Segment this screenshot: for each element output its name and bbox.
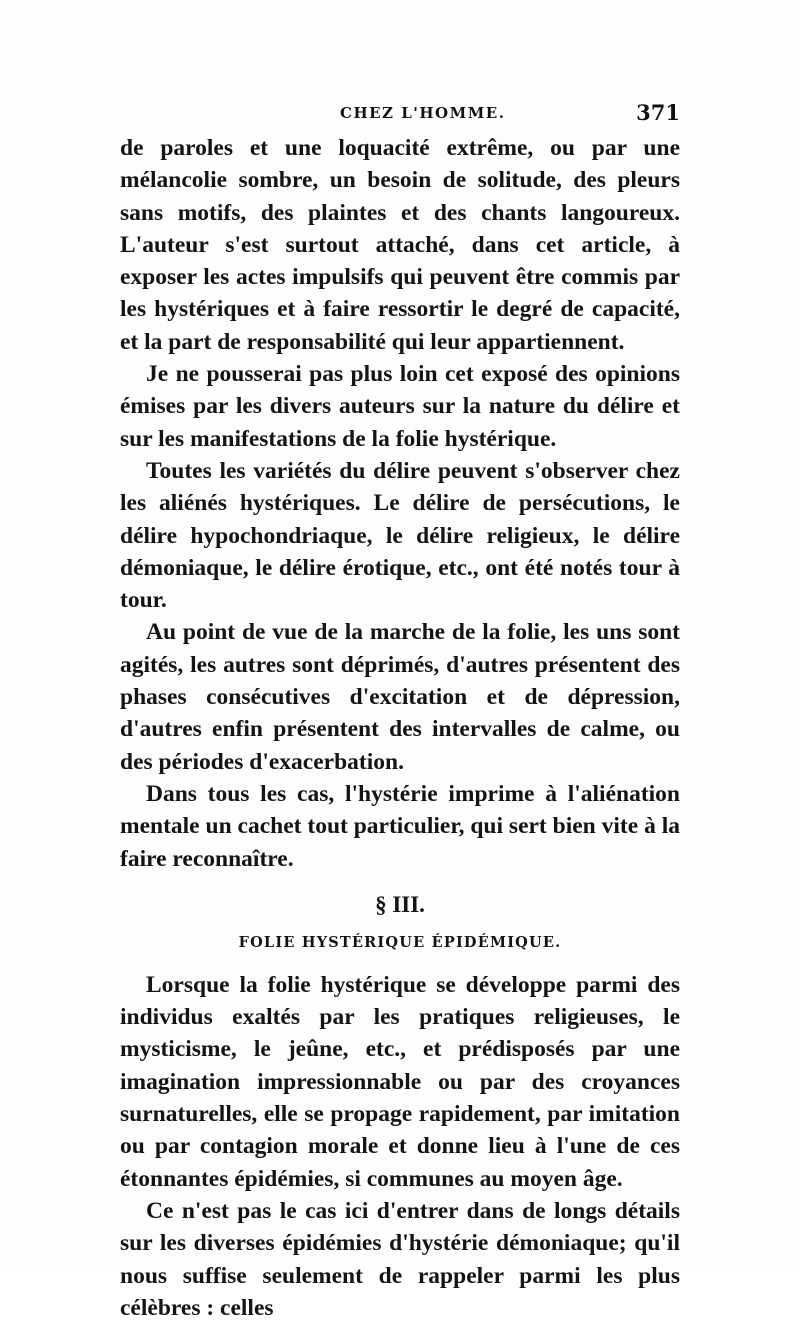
paragraph-1: de paroles et une loquacité extrême, ou par une mélancolie sombre, un besoin de solitude, des pleurs sans motifs, des plaintes et des chants langoureux. L'auteur s'est surtout attaché, dans cet article, à exposer les actes impulsifs qui peuvent être commis par les hystériques et à faire ressortir le degré de capacité, et la part de responsabilité qui leur appartiennent. — [120, 135, 680, 355]
paragraph-7: Ce n'est pas le cas ici d'entrer dans de longs détails sur les diverses épidémies d'hystérie démoniaque; qu'il nous suffise seulement de rappeler parmi les plus célèbres : celles — [120, 1197, 680, 1321]
paragraph-2: Je ne pousserai pas plus loin cet exposé des opinions émises par les divers auteurs sur la nature du délire et sur les manifestations de la folie hystérique. — [120, 361, 680, 452]
paragraph-5: Dans tous les cas, l'hystérie imprime à l'aliénation mentale un cachet tout particulier, qui sert bien vite à la faire reconnaître. — [120, 780, 680, 872]
body-text — [120, 132, 680, 1324]
page-number: 371 — [636, 100, 680, 125]
section-title: FOLIE HYSTÉRIQUE ÉPIDÉMIQUE. — [238, 933, 562, 951]
paragraph-3: Toutes les variétés du délire peuvent s'observer chez les aliénés hystériques. Le délire de persécutions, le délire hypochondriaque, le délire religieux, le délire démoniaque, le délire érotique, etc., ont été notés tour à tour. — [120, 457, 680, 614]
running-title: CHEZ L'HOMME. — [340, 104, 506, 122]
paragraph-4: Au point de vue de la marche de la folie, les uns sont agités, les autres sont déprimés, d'autres présentent des phases consécutives d'excitation et de dépression, d'autres enfin présentent des intervalles de calme, ou des périodes d'exacerbation. — [120, 619, 680, 775]
running-head — [120, 100, 680, 130]
paragraph-6: Lorsque la folie hystérique se développe parmi des individus exaltés par les pratiques religieuses, le mysticisme, le jeûne, etc., et prédisposés par une imagination impressionnable ou par des croyances surnaturelles, elle se propage rapidement, par imitation ou par contagion morale et donne lieu à l'une de ces étonnantes épidémies, si communes au moyen âge. — [120, 971, 680, 1192]
section-number: § III. — [375, 891, 425, 917]
